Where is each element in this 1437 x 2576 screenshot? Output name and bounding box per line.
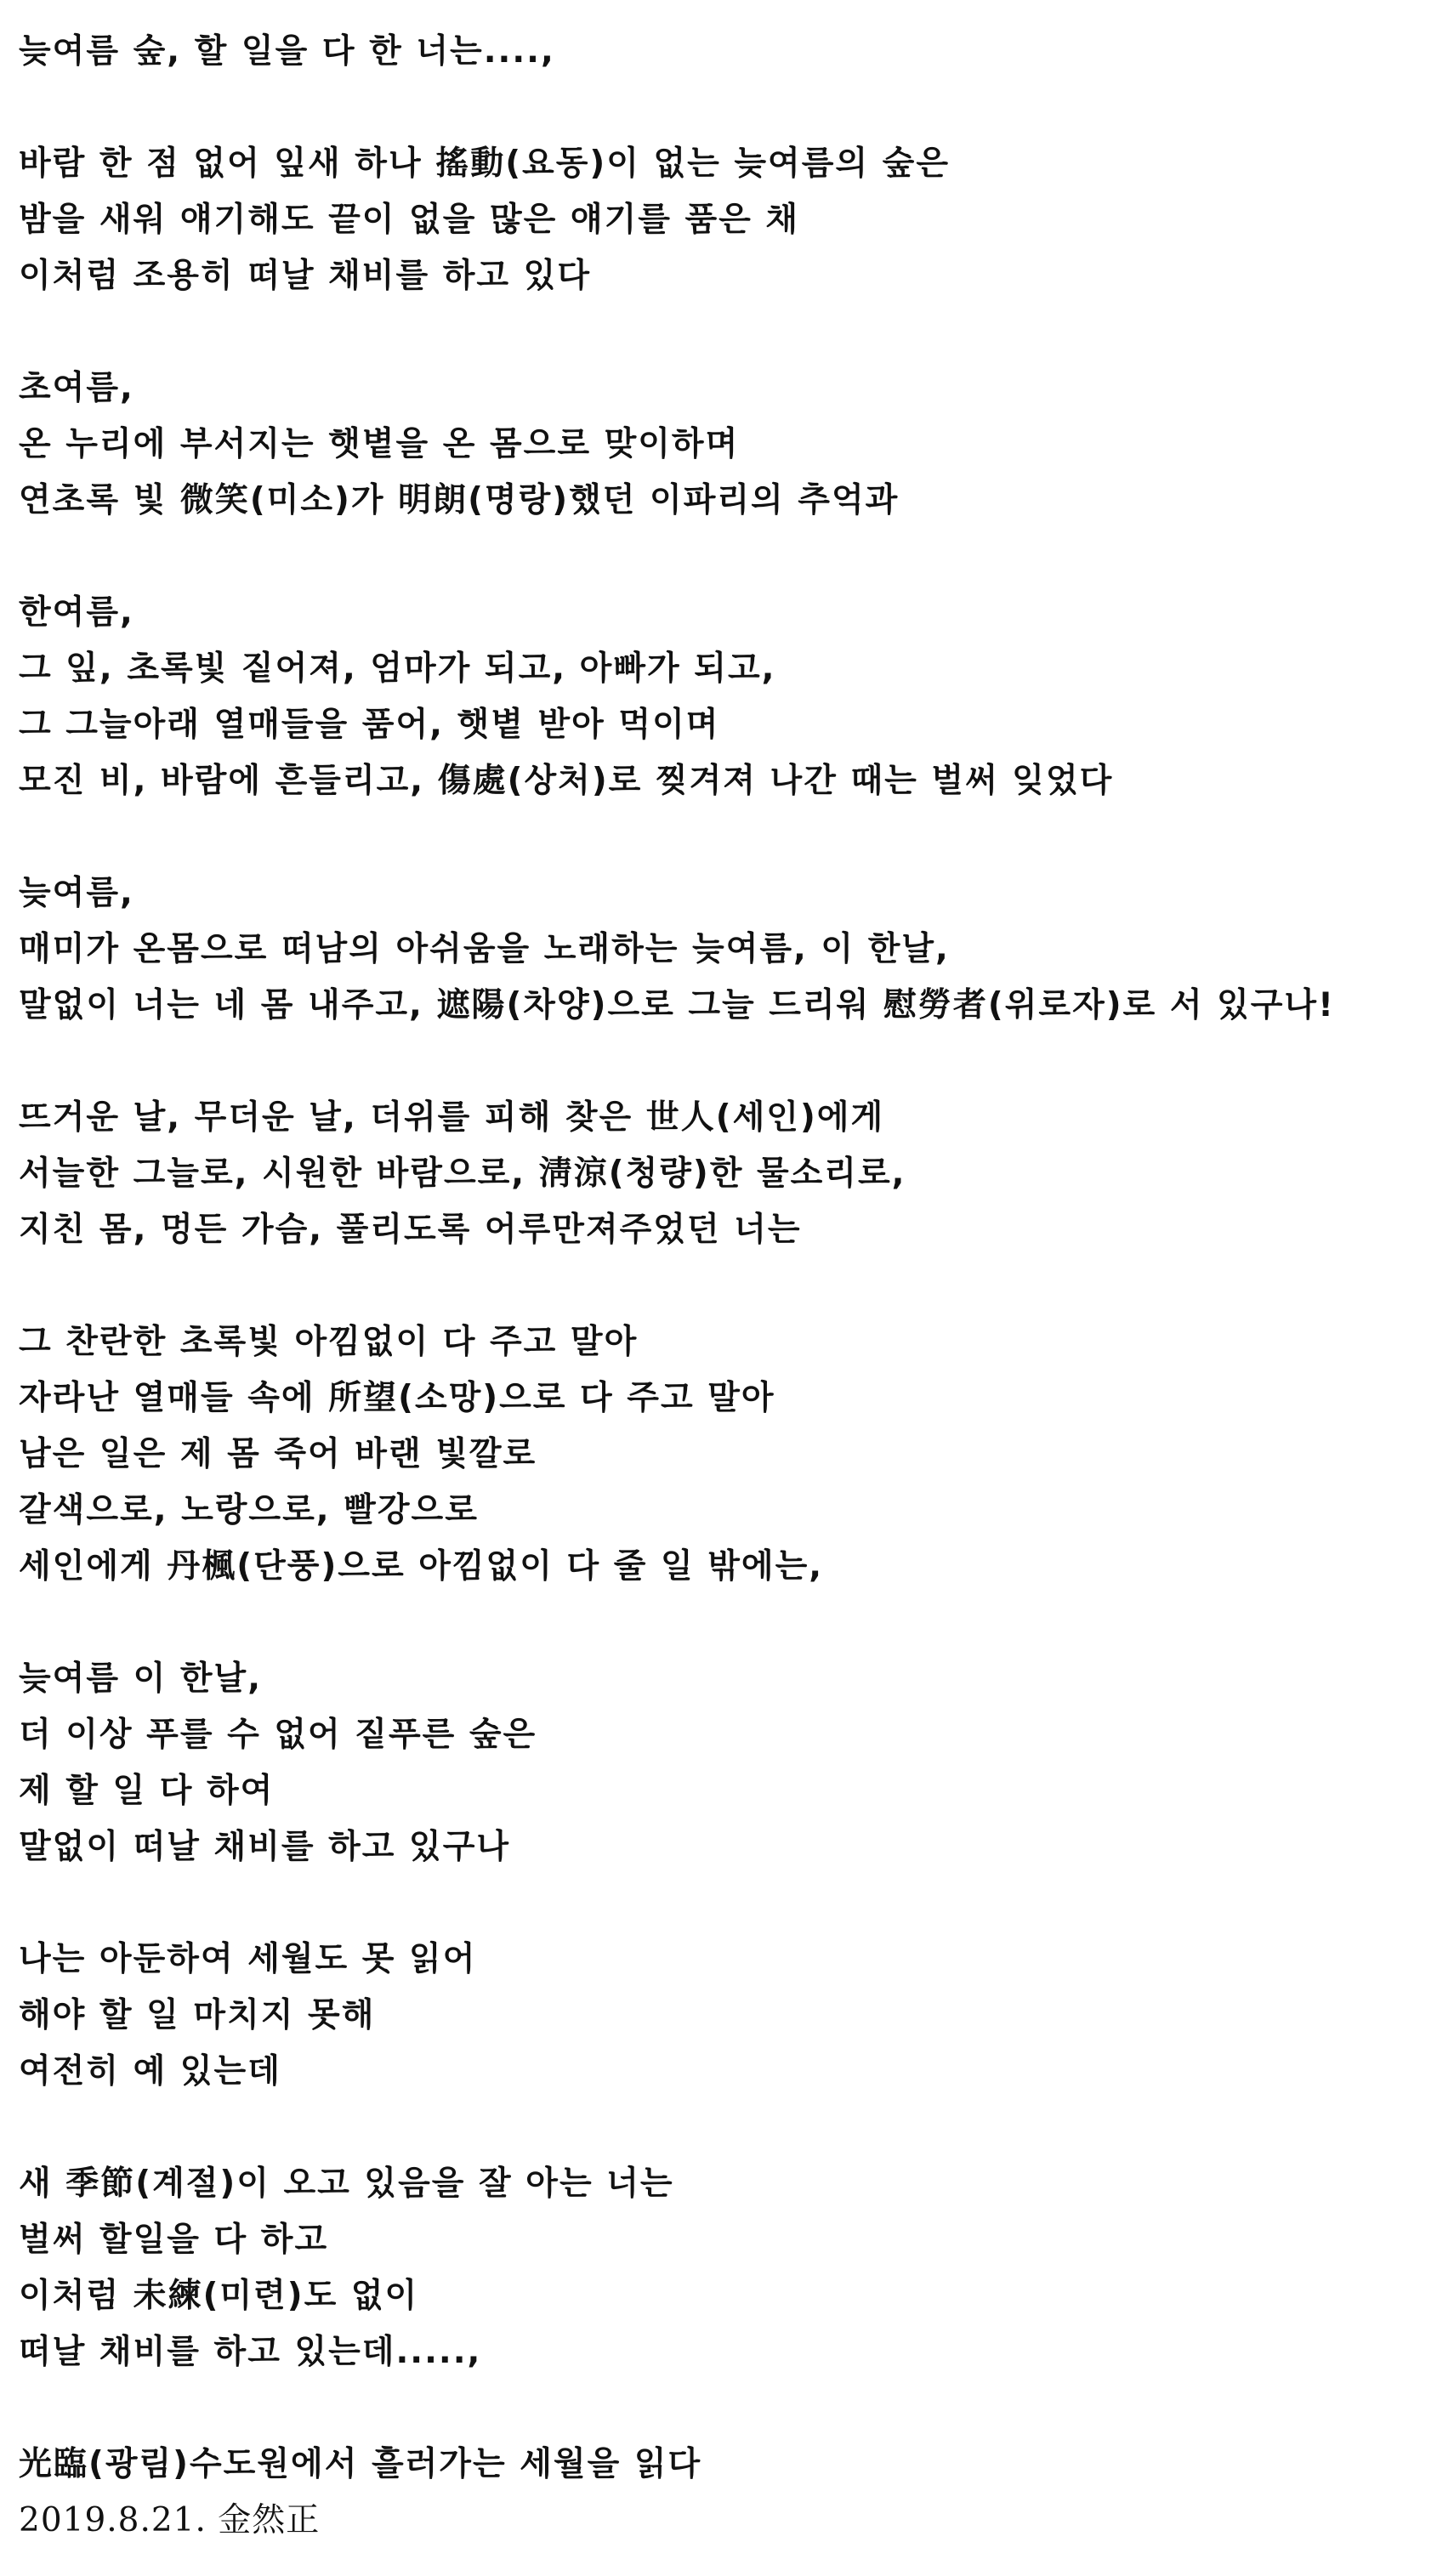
poem-line: 밤을 새워 얘기해도 끝이 없을 많은 얘기를 품은 채 [19,201,800,239]
poem-line: 이처럼 未練(미련)도 없이 [19,2277,419,2315]
stanza-break [19,529,1422,585]
poem-body [19,24,1422,2549]
poem-line: 새 季節(계절)이 오고 있음을 잘 아는 너는 [19,2165,674,2203]
poem-line: 그 잎, 초록빛 짙어져, 엄마가 되고, 아빠가 되고, [19,650,776,688]
poem-line: 벌써 할일을 다 하고 [19,2221,329,2259]
poem-line: 초여름, [19,369,134,407]
date-signature: 2019.8.21. 金然正 [19,2501,321,2539]
poem-line: 여전히 예 있는데 [19,2052,281,2091]
stanza-break [19,2380,1422,2437]
poem-line: 말없이 떠날 채비를 하고 있구나 [19,1828,511,1866]
poem-line: 말없이 너는 네 몸 내주고, 遮陽(차양)으로 그늘 드리워 慰勞者(위로자)로 서 있구나! [19,986,1335,1024]
poem-title: 늦여름 숲, 할 일을 다 한 너는...., [19,32,555,71]
stanza-break [19,809,1422,865]
poem-line: 온 누리에 부서지는 햇볕을 온 몸으로 맞이하며 [19,425,740,463]
poem-line: 그 그늘아래 열매들을 품어, 햇볕 받아 먹이며 [19,706,720,744]
stanza-break [19,2100,1422,2156]
poem-line: 한여름, [19,593,134,632]
poem-line: 떠날 채비를 하고 있는데....., [19,2333,482,2371]
poem-line: 해야 할 일 마치지 못해 [19,1996,376,2034]
stanza-break [19,1034,1422,1090]
stanza-break [19,1258,1422,1314]
poem-line: 바람 한 점 없어 잎새 하나 搖動(요동)이 없는 늦여름의 숲은 [19,145,951,183]
stanza-break [19,1875,1422,1932]
poem-line: 매미가 온몸으로 떠남의 아쉬움을 노래하는 늦여름, 이 한날, [19,930,950,968]
poem-line: 늦여름, [19,874,134,912]
poem-line: 뜨거운 날, 무더운 날, 더위를 피해 찾은 世人(세인)에게 [19,1098,885,1137]
poem-line: 연초록 빛 微笑(미소)가 明朗(명랑)했던 이파리의 추억과 [19,481,900,519]
poem-line: 지친 몸, 멍든 가슴, 풀리도록 어루만져주었던 너는 [19,1211,802,1249]
poem-line: 갈색으로, 노랑으로, 빨강으로 [19,1491,479,1529]
stanza-break [19,304,1422,360]
poem-line: 모진 비, 바람에 흔들리고, 傷處(상처)로 찢겨져 나간 때는 벌써 잊었다 [19,762,1114,800]
poem-line: 더 이상 푸를 수 없어 짙푸른 숲은 [19,1716,537,1754]
poem-line: 서늘한 그늘로, 시원한 바람으로, 淸涼(청량)한 물소리로, [19,1155,906,1193]
poem-line: 남은 일은 제 몸 죽어 바랜 빛깔로 [19,1435,537,1473]
poem-line: 자라난 열매들 속에 所望(소망)으로 다 주고 말아 [19,1379,775,1417]
poem-line: 그 찬란한 초록빛 아낌없이 다 주고 말아 [19,1323,639,1361]
closing-line: 光臨(광림)수도원에서 흘러가는 세월을 읽다 [19,2445,702,2483]
stanza-break [19,80,1422,136]
poem-line: 이처럼 조용히 떠날 채비를 하고 있다 [19,257,591,295]
poem-line: 제 할 일 다 하여 [19,1772,275,1810]
stanza-break [19,1595,1422,1651]
poem-line: 늦여름 이 한날, [19,1660,263,1698]
poem-line: 세인에게 丹楓(단풍)으로 아낌없이 다 줄 일 밖에는, [19,1547,824,1586]
poem-line: 나는 아둔하여 세월도 못 읽어 [19,1940,477,1978]
